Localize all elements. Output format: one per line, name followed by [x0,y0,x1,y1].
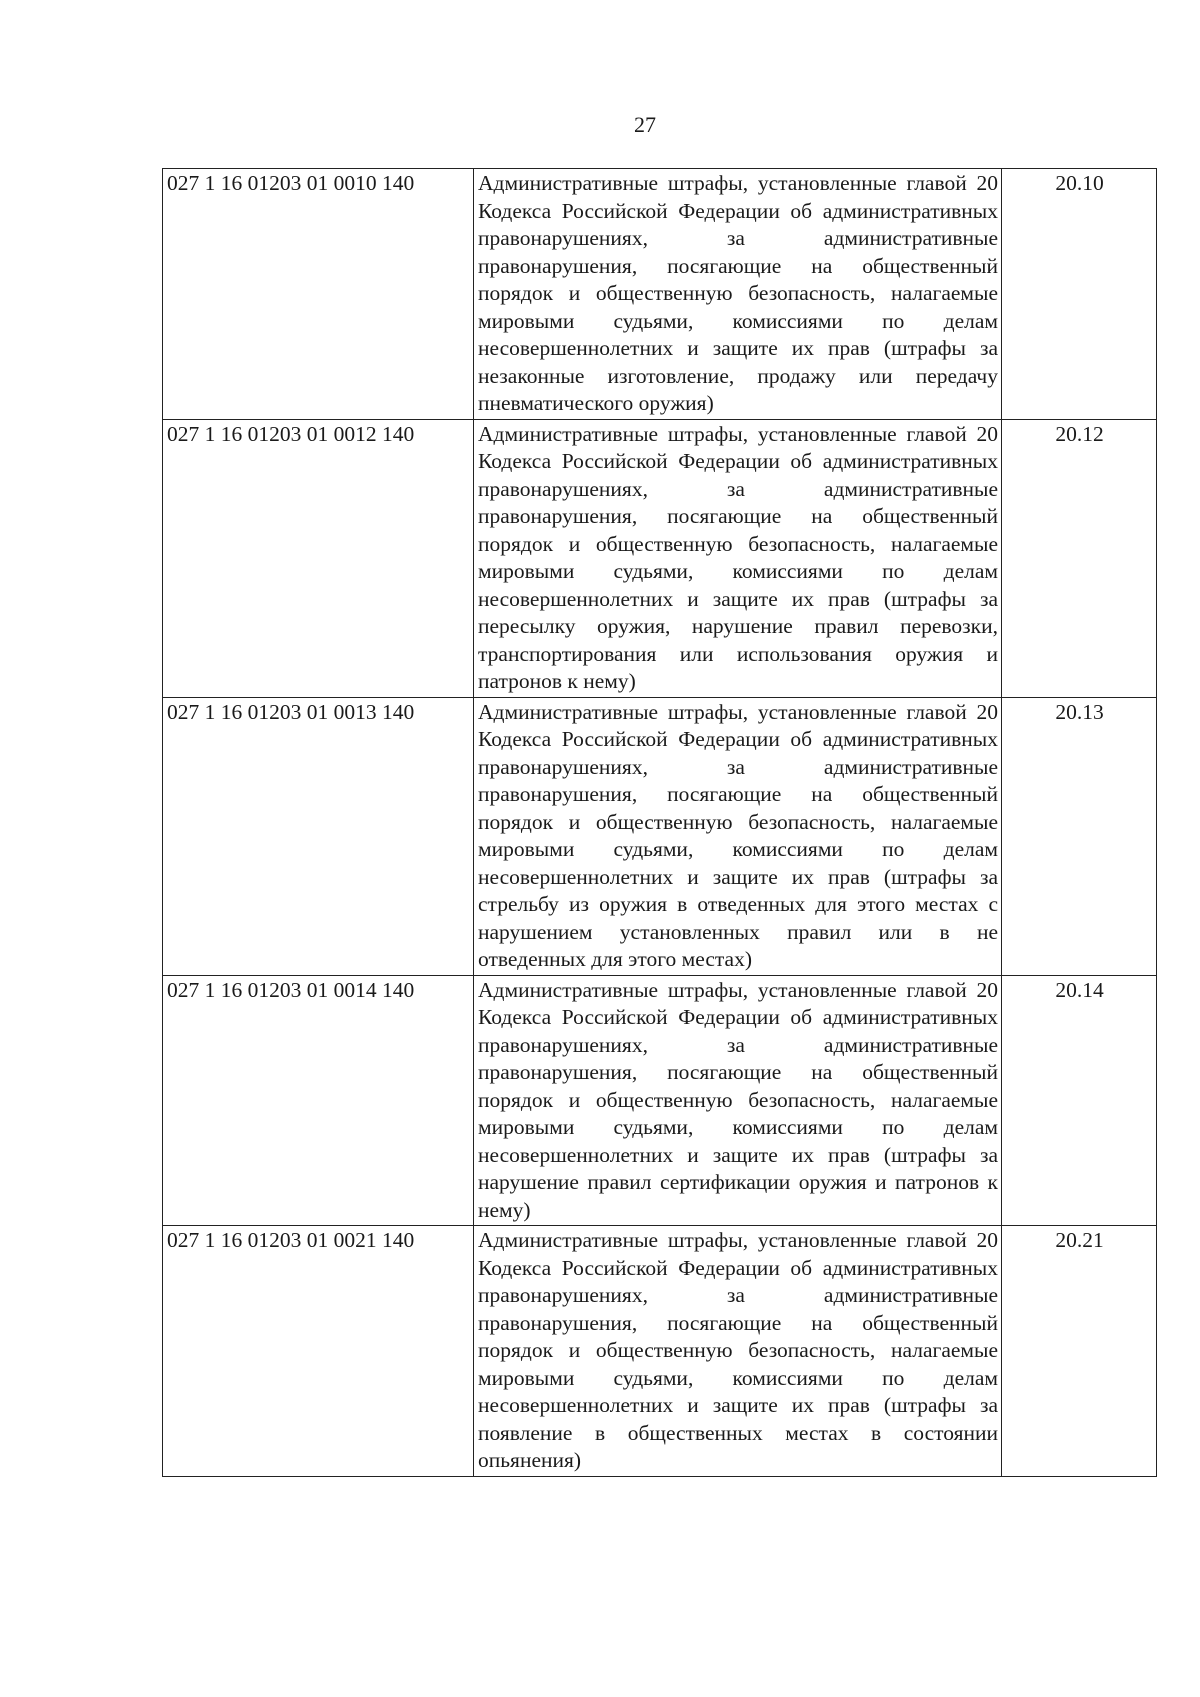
budget-code-cell: 027 1 16 01203 01 0012 140 [163,419,474,697]
article-cell: 20.10 [1002,169,1157,420]
fines-table [162,168,1157,1477]
article-cell: 20.12 [1002,419,1157,697]
description-cell: Административные штрафы, установленные главой 20 Кодекса Российской Федерации об административных правонарушениях, за административные правонарушения, посягающие на общественный порядок и общественную безопасность, налагаемые мировыми судьями, комиссиями по делам несовершеннолетних и защите их прав (штрафы за нарушение правил сертификации оружия и патронов к нему) [474,975,1002,1226]
description-cell: Административные штрафы, установленные главой 20 Кодекса Российской Федерации об административных правонарушениях, за административные правонарушения, посягающие на общественный порядок и общественную безопасность, налагаемые мировыми судьями, комиссиями по делам несовершеннолетних и защите их прав (штрафы за стрельбу из оружия в отведенных для этого местах с нарушением установленных правил или в не отведенных для этого местах) [474,697,1002,975]
description-cell: Административные штрафы, установленные главой 20 Кодекса Российской Федерации об административных правонарушениях, за административные правонарушения, посягающие на общественный порядок и общественную безопасность, налагаемые мировыми судьями, комиссиями по делам несовершеннолетних и защите их прав (штрафы за пересылку оружия, нарушение правил перевозки, транспортирования или использования оружия и патронов к нему) [474,419,1002,697]
article-cell: 20.21 [1002,1226,1157,1477]
description-cell: Административные штрафы, установленные главой 20 Кодекса Российской Федерации об административных правонарушениях, за административные правонарушения, посягающие на общественный порядок и общественную безопасность, налагаемые мировыми судьями, комиссиями по делам несовершеннолетних и защите их прав (штрафы за незаконные изготовление, продажу или передачу пневматического оружия) [474,169,1002,420]
budget-code-cell: 027 1 16 01203 01 0014 140 [163,975,474,1226]
table-row [163,419,1157,697]
table-row [163,1226,1157,1477]
budget-code-cell: 027 1 16 01203 01 0010 140 [163,169,474,420]
article-cell: 20.14 [1002,975,1157,1226]
table-row [163,975,1157,1226]
budget-code-cell: 027 1 16 01203 01 0021 140 [163,1226,474,1477]
table-row [163,697,1157,975]
page-number: 27 [634,112,656,137]
table-row [163,169,1157,420]
budget-code-cell: 027 1 16 01203 01 0013 140 [163,697,474,975]
description-cell: Административные штрафы, установленные главой 20 Кодекса Российской Федерации об административных правонарушениях, за административные правонарушения, посягающие на общественный порядок и общественную безопасность, налагаемые мировыми судьями, комиссиями по делам несовершеннолетних и защите их прав (штрафы за появление в общественных местах в состоянии опьянения) [474,1226,1002,1477]
article-cell: 20.13 [1002,697,1157,975]
